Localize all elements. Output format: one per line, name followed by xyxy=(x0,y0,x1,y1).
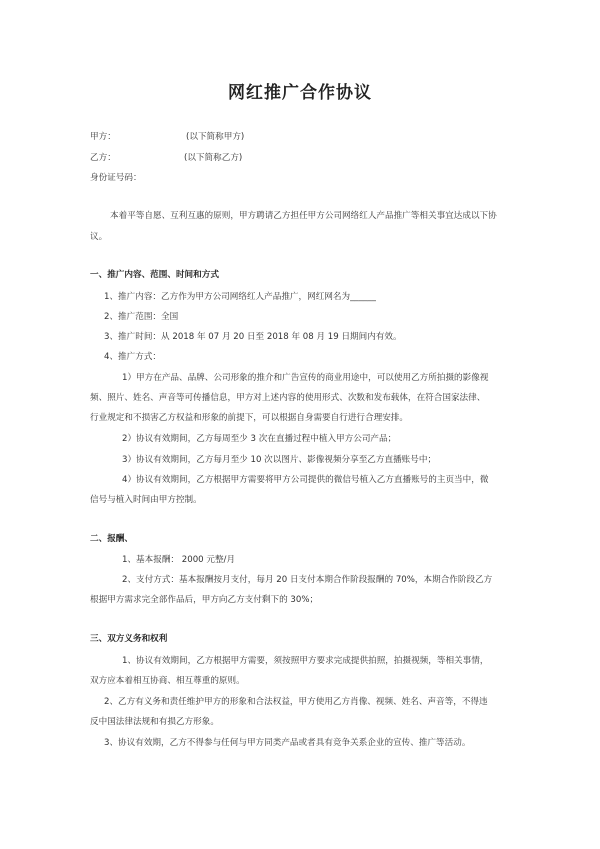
party-b-note: (以下简称乙方) xyxy=(184,153,243,163)
section-3-item-2-line-1: 2、乙方有义务和责任维护甲方的形象和合法权益，甲方使用乙方肖像、视频、姓名、声音等，不得违 xyxy=(104,697,488,707)
section-3-item-1-line-2: 双方应本着相互协商、相互尊重的原则。 xyxy=(90,676,245,686)
section-3-item-2-line-2: 反中国法律法规和有损乙方形象。 xyxy=(90,717,219,727)
intro-line-1: 本着平等自愿、互利互惠的原则，甲方聘请乙方担任甲方公司网络红人产品推广等相关事宜达成以下协 xyxy=(110,211,497,221)
intro-line-2: 议。 xyxy=(90,232,108,242)
section-2-item-1: 1、基本报酬： 2000 元整/月 xyxy=(122,555,236,565)
section-1-item-1: 1、推广内容：乙方作为甲方公司网络红人产品推广，网红网名为______ xyxy=(104,292,376,302)
section-1-heading: 一、推广内容、范围、时间和方式 xyxy=(90,270,219,280)
section-1-sub-1-line-1: 1）甲方在产品、品牌、公司形象的推介和广告宣传的商业用途中，可以使用乙方所拍摄的影像视 xyxy=(122,373,489,383)
section-1-sub-2: 2）协议有效期间，乙方每周至少 3 次在直播过程中植入甲方公司产品； xyxy=(122,434,397,444)
id-number-label: 身份证号码： xyxy=(90,173,142,183)
party-a-label: 甲方： xyxy=(90,132,116,142)
section-1-sub-3: 3）协议有效期间，乙方每月至少 10 次以图片、影像视频分享至乙方直播账号中； xyxy=(122,455,437,465)
section-2-item-2-line-1: 2、支付方式：基本报酬按月支付，每月 20 日支付本期合作阶段报酬的 70%，本期合作阶段乙方 xyxy=(122,575,493,585)
section-1-sub-4-line-1: 4）协议有效期间，乙方根据甲方需要将甲方公司提供的微信号植入乙方直播账号的主页当中，微 xyxy=(122,475,489,485)
section-1-sub-1-line-3: 行业规定和不损害乙方权益和形象的前提下，可以根据自身需要自行进行合理安排。 xyxy=(90,413,408,423)
party-a-note: (以下简称甲方) xyxy=(186,132,245,142)
section-2-item-2-line-2: 根据甲方需求完全部作品后，甲方向乙方支付剩下的 30%； xyxy=(90,595,319,605)
section-1-item-3: 3、推广时间：从 2018 年 07 月 20 日至 2018 年 08 月 19 日期间内有效。 xyxy=(104,332,402,342)
section-2-heading: 二、报酬、 xyxy=(90,534,133,544)
party-b-label: 乙方： xyxy=(90,153,116,163)
section-3-item-3: 3、协议有效期，乙方不得参与任何与甲方同类产品或者具有竞争关系企业的宣传、推广等活动。 xyxy=(104,738,471,748)
section-3-heading: 三、双方义务和权利 xyxy=(90,634,168,644)
section-3-item-1-line-1: 1、协议有效期间，乙方根据甲方需要，须按照甲方要求完成提供拍照，拍摄视频，等相关事情， xyxy=(122,656,489,666)
section-1-item-2: 2、推广范围：全国 xyxy=(104,312,179,322)
section-1-sub-1-line-2: 频、照片、姓名、声音等可传播信息，甲方对上述内容的使用形式、次数和发布载体，在符合国家法律、 xyxy=(90,393,486,403)
section-1-sub-4-line-2: 信号与植入时间由甲方控制。 xyxy=(90,495,202,505)
section-1-item-4: 4、推广方式： xyxy=(104,352,162,362)
document-title: 网红推广合作协议 xyxy=(228,83,372,103)
